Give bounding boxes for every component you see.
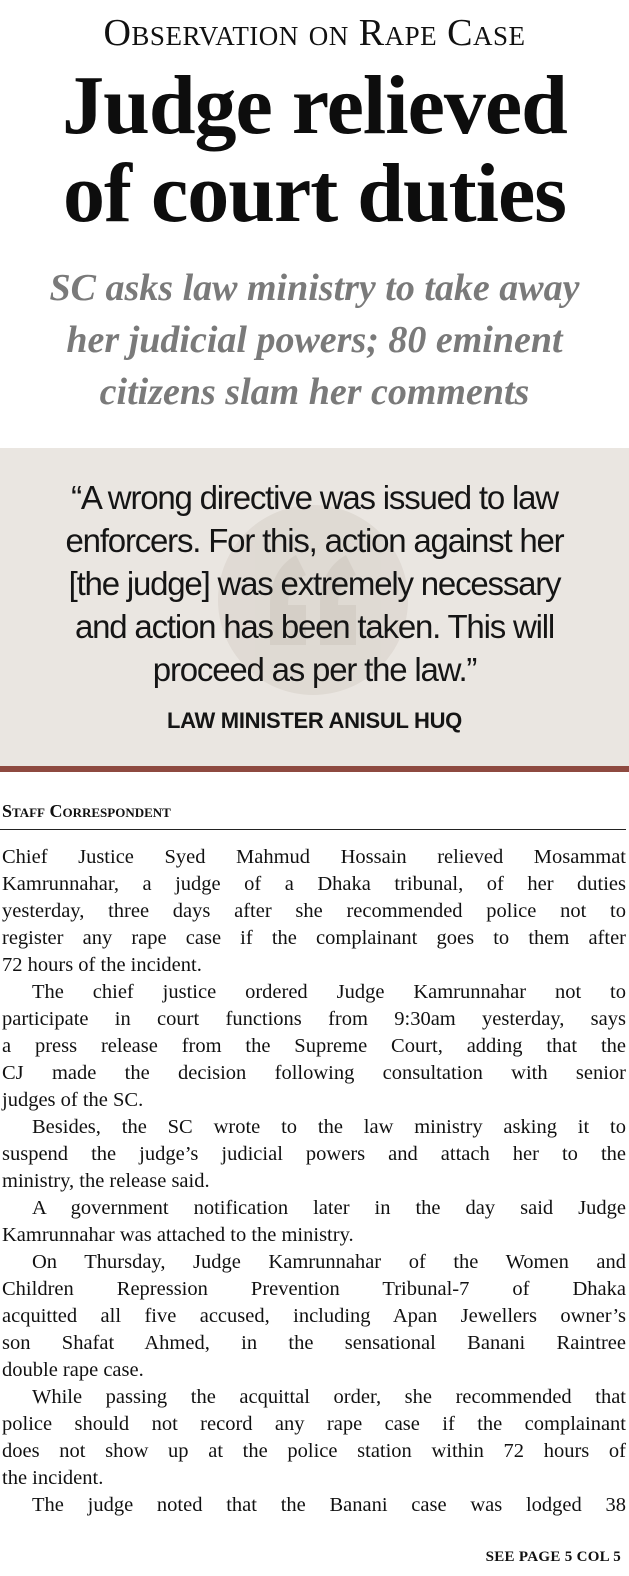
headline — [0, 59, 629, 240]
article-line: CJ made the decision following consultation with senior — [2, 1062, 626, 1084]
article-line: A government notification later in the day said Judge — [32, 1197, 626, 1219]
pull-quote-line: proceed as per the law.” — [152, 651, 477, 688]
pull-quote-accent-rule — [0, 766, 629, 772]
article-line: judges of the SC. — [2, 1089, 144, 1111]
deck-line: SC asks law ministry to take away — [49, 267, 580, 309]
deck-line: her judicial powers; 80 eminent — [66, 319, 563, 361]
deck-subheadline — [0, 262, 629, 418]
article-body — [2, 844, 626, 1519]
article-line: does not show up at the police station within 72 hours of — [2, 1440, 626, 1462]
deck-line: citizens slam her comments — [99, 371, 530, 413]
article-line: participate in court functions from 9:30am yesterday, says — [2, 1008, 626, 1030]
pull-quote-text — [20, 476, 609, 691]
article-line: suspend the judge’s judicial powers and attach her to the — [2, 1143, 626, 1165]
byline: Staff Correspondent — [2, 801, 171, 821]
headline-line: of court duties — [63, 147, 566, 240]
pull-quote-attribution: LAW MINISTER ANISUL HUQ — [167, 708, 462, 733]
article-line: ministry, the release said. — [2, 1170, 210, 1192]
article-line: Kamrunnahar, a judge of a Dhaka tribunal, of her duties — [2, 873, 626, 895]
kicker-heading: Observation on Rape Case — [103, 12, 526, 54]
article-line: While passing the acquittal order, she recommended that — [32, 1386, 626, 1408]
article-line: son Shafat Ahmed, in the sensational Banani Raintree — [2, 1332, 626, 1354]
article-line: Besides, the SC wrote to the law ministry asking it to — [32, 1116, 626, 1138]
jump-line: SEE PAGE 5 COL 5 — [485, 1549, 621, 1565]
article-line: Children Repression Prevention Tribunal-7 of Dhaka — [2, 1278, 626, 1300]
article-line: 72 hours of the incident. — [2, 954, 202, 976]
pull-quote-line: “A wrong directive was issued to law — [71, 479, 558, 516]
article-line: yesterday, three days after she recommended police not to — [2, 900, 626, 922]
article-line: police should not record any rape case if the complainant — [2, 1413, 626, 1435]
byline-divider — [0, 829, 626, 830]
article-line: double rape case. — [2, 1359, 144, 1381]
article-line: On Thursday, Judge Kamrunnahar of the Women and — [32, 1251, 626, 1273]
article-line: a press release from the Supreme Court, adding that the — [2, 1035, 626, 1057]
headline-line: Judge relieved — [62, 59, 567, 152]
article-line: The chief justice ordered Judge Kamrunnahar not to — [32, 981, 626, 1003]
pull-quote-line: and action has been taken. This will — [74, 608, 554, 645]
pull-quote-line: enforcers. For this, action against her — [65, 522, 564, 559]
article-line: Chief Justice Syed Mahmud Hossain relieved Mosammat — [2, 846, 626, 868]
article-line: The judge noted that the Banani case was lodged 38 — [32, 1494, 626, 1516]
article-line: acquitted all five accused, including Apan Jewellers owner’s — [2, 1305, 626, 1327]
article-line: Kamrunnahar was attached to the ministry. — [2, 1224, 354, 1246]
article-line: register any rape case if the complainant goes to them after — [2, 927, 626, 949]
pull-quote-line: [the judge] was extremely necessary — [68, 565, 561, 602]
article-line: the incident. — [2, 1467, 104, 1489]
